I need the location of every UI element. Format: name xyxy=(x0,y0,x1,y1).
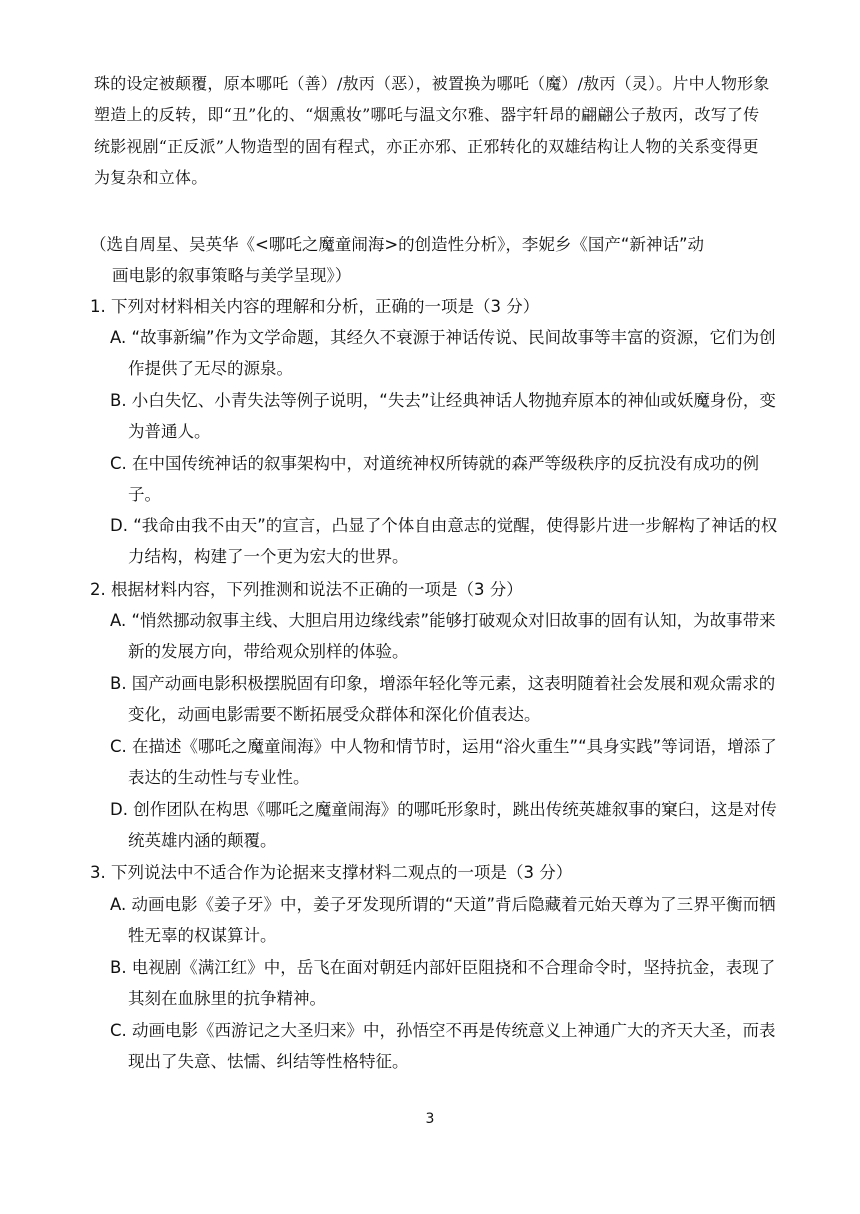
question-1-stem: 1. 下列对材料相关内容的理解和分析，正确的一项是（3 分） xyxy=(90,297,540,316)
question-1-option-c: C. 在中国传统神话的叙事架构中，对道统神权所铸就的森严等级秩序的反抗没有成功的例子。 xyxy=(110,454,760,505)
source-citation xyxy=(90,229,780,292)
question-3-option-c: C. 动画电影《西游记之大圣归来》中，孙悟空不再是传统意义上神通广大的齐天大圣，而表现出了失意、怯懦、纠结等性格特征。 xyxy=(110,1021,776,1072)
passage-text xyxy=(94,68,774,193)
question-2-option-b: B. 国产动画电影积极摆脱固有印象，增添年轻化等元素，这表明随着社会发展和观众需求的变化，动画电影需要不断拓展受众群体和深化价值表达。 xyxy=(110,674,776,725)
question-1-option-a: A. “故事新编”作为文学命题，其经久不衰源于神话传说、民间故事等丰富的资源，它们为创作提供了无尽的源泉。 xyxy=(110,328,776,379)
question-3-option-a: A. 动画电影《姜子牙》中，姜子牙发现所谓的“天道”背后隐藏着元始天尊为了三界平衡而牺牲无辜的权谋算计。 xyxy=(110,895,776,946)
source-line-1: （选自周星、吴英华《<哪吒之魔童闹海>的创造性分析》，李妮乡《国产“新神话”动 xyxy=(90,235,704,254)
question-3-stem: 3. 下列说法中不适合作为论据来支撑材料二观点的一项是（3 分） xyxy=(90,863,573,882)
question-2-option-c: C. 在描述《哪吒之魔童闹海》中人物和情节时，运用“浴火重生”“具身实践”等词语，增添了表达的生动性与专业性。 xyxy=(110,737,777,788)
question-2-stem: 2. 根据材料内容，下列推测和说法不正确的一项是（3 分） xyxy=(90,580,523,599)
question-1-option-d: D. “我命由我不由天”的宣言，凸显了个体自由意志的觉醒，使得影片进一步解构了神话的权力结构，构建了一个更为宏大的世界。 xyxy=(110,516,778,567)
question-3-option-b: B. 电视剧《满江红》中，岳飞在面对朝廷内部奸臣阻挠和不合理命令时，坚持抗金，表现了其刻在血脉里的抗争精神。 xyxy=(110,958,776,1009)
page-number: 3 xyxy=(425,1111,435,1127)
source-line-2: 画电影的叙事策略与美学呈现》） xyxy=(112,266,352,286)
question-2-option-a: A. “悄然挪动叙事主线、大胆启用边缘线索”能够打破观众对旧故事的固有认知，为故事带来新的发展方向，带给观众别样的体验。 xyxy=(110,611,776,662)
passage-paragraph: 珠的设定被颠覆，原本哪吒（善）/敖丙（恶），被置换为哪吒（魔）/敖丙（灵）。片中人物形象塑造上的反转，即“丑”化的、“烟熏妆”哪吒与温文尔雅、器宇轩昂的翩翩公子敖丙，改写了传统影视剧“正反派”人物造型的固有程式，亦正亦邪、正邪转化的双雄结构让人物的关系变得更为复杂和立体。 xyxy=(94,74,770,187)
question-1-option-b: B. 小白失忆、小青失法等例子说明，“失去”让经典神话人物抛弃原本的神仙或妖魔身份，变为普通人。 xyxy=(110,391,776,442)
question-2-option-d: D. 创作团队在构思《哪吒之魔童闹海》的哪吒形象时，跳出传统英雄叙事的窠臼，这是对传统英雄内涵的颠覆。 xyxy=(110,800,777,851)
